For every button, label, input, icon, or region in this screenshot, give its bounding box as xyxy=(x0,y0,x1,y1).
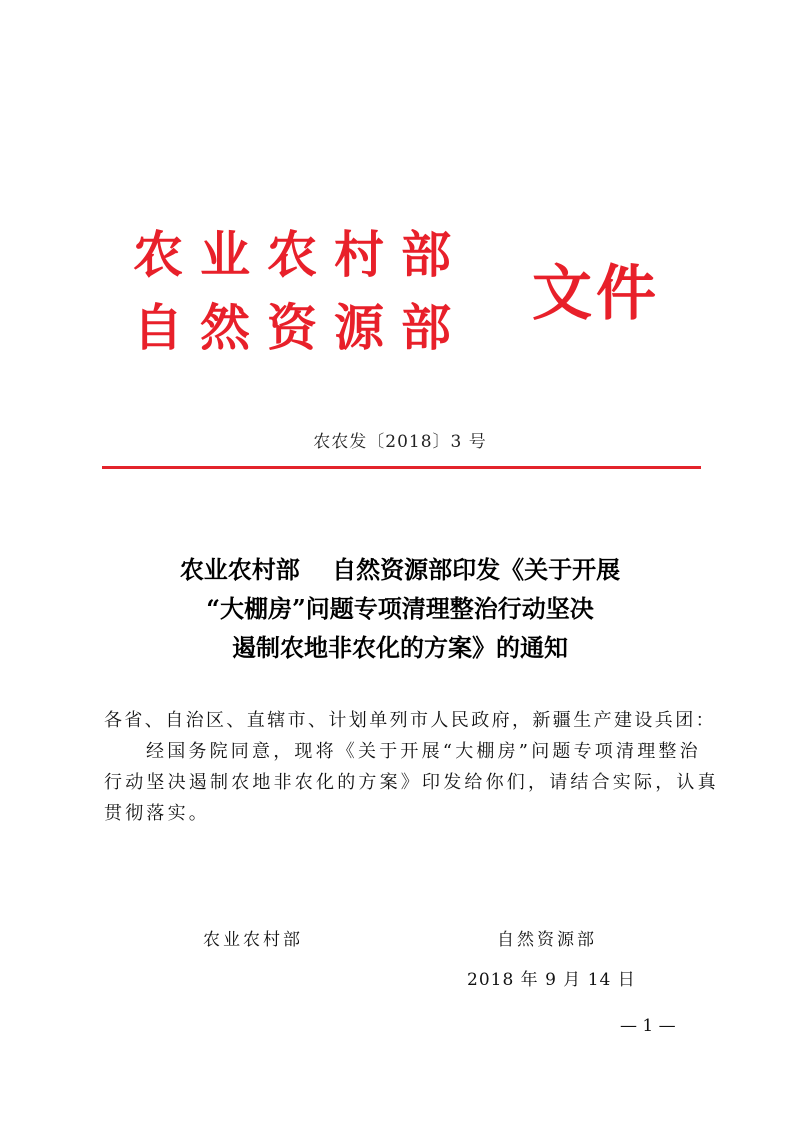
body-line-3: 贯彻落实。 xyxy=(104,803,210,824)
salutation: 各省、自治区、直辖市、计划单列市人民政府，新疆生产建设兵团： xyxy=(104,710,716,731)
red-divider-line xyxy=(102,466,701,469)
title-line-2: “大棚房”问题专项清理整治行动坚决 xyxy=(206,594,594,623)
signer-agriculture-ministry: 农业农村部 xyxy=(203,930,303,950)
document-title xyxy=(0,550,800,667)
masthead-document-label: 文件 xyxy=(532,259,660,329)
masthead-org-line-2: 自然资源部 xyxy=(133,298,468,357)
title-line-1: 农业农村部 自然资源部印发《关于开展 xyxy=(179,555,621,584)
title-line-3: 遏制农地非农化的方案》的通知 xyxy=(232,633,568,662)
body-paragraph xyxy=(104,736,719,829)
signer-natural-resources-ministry: 自然资源部 xyxy=(497,930,597,950)
page-number: — 1 — xyxy=(620,1016,676,1036)
masthead-org-line-1: 农业农村部 xyxy=(133,225,468,284)
signature-date: 2018 年 9 月 14 日 xyxy=(467,970,636,990)
body-line-1: 经国务院同意，现将《关于开展“大棚房”问题专项清理整治 xyxy=(146,741,701,762)
document-number: 农农发〔2018〕3 号 xyxy=(313,432,487,452)
body-line-2: 行动坚决遏制农地非农化的方案》印发给你们，请结合实际，认真 xyxy=(104,772,719,793)
